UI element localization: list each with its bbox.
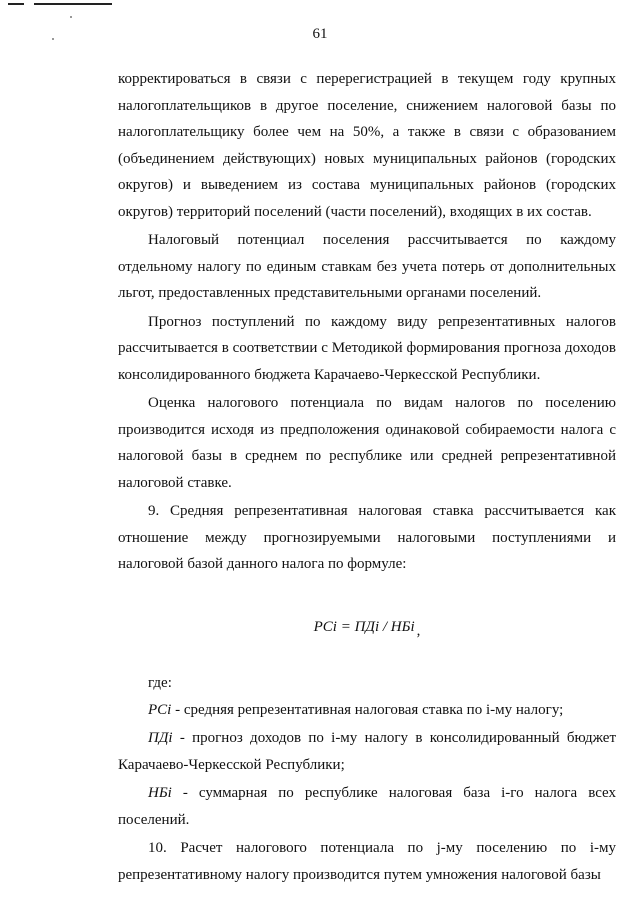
definition-item	[118, 697, 616, 724]
definition-text: - средняя репрезентативная налоговая ставка по i-му налогу;	[171, 701, 564, 718]
where-label: где:	[148, 675, 172, 691]
scan-artifact-line	[34, 3, 112, 5]
definition-text: - суммарная по республике налоговая база i-го налога всех поселений.	[118, 785, 616, 828]
formula-trailing-comma: ,	[416, 622, 421, 639]
definition-text: - прогноз доходов по i-му налогу в консолидированный бюджет Карачаево-Черкесской Республики;	[118, 730, 616, 773]
paragraph: Прогноз поступлений по каждому виду репрезентативных налогов рассчитывается в соответствии с Методикой формирования прогноза доходов консолидированного бюджета Карачаево-Черкесской Республики.	[118, 313, 616, 383]
paragraph: 9. Средняя репрезентативная налоговая ставка рассчитывается как отношение между прогнозируемыми налоговыми поступлениями и налоговой базой данного налога по формуле:	[118, 503, 616, 572]
scan-artifact-dot	[70, 16, 72, 18]
formula-expression: РСi = ПДi / НБi	[313, 618, 415, 635]
definition-symbol: НБi	[148, 785, 172, 801]
paragraph: корректироваться в связи с перерегистрацией в текущем году крупных налогоплательщиков в другое поселение, снижением налоговой базы по налогоплательщику более чем на 50%, а также в связи с образованием (объединением действующих) новых муниципальных районов (городских округов) и выведением из состава муниципальных районов (городских округов) территорий поселений (части поселений), входящих в их состав.	[118, 71, 616, 220]
definition-item	[118, 725, 616, 778]
paragraph: 10. Расчет налогового потенциала по j-му поселению по i-му репрезентативному налогу производится путем умножения налоговой базы	[118, 840, 616, 883]
definition-item	[118, 780, 616, 833]
paragraph: Оценка налогового потенциала по видам налогов по поселению производится исходя из предположения одинаковой собираемости налога с налоговой базы в среднем по республике или средней репрезентативной налоговой ставке.	[118, 395, 616, 491]
document-body	[118, 66, 616, 890]
definition-symbol: ПДi	[148, 730, 173, 746]
formula	[118, 614, 616, 641]
page-number: 61	[312, 26, 328, 42]
scan-artifact-line	[8, 3, 24, 5]
paragraph: Налоговый потенциал поселения рассчитывается по каждому отдельному налогу по единым ставкам без учета потерь от дополнительных льгот, предоставленных представительными органами поселений.	[118, 232, 616, 301]
definition-symbol: РСi	[148, 701, 172, 718]
